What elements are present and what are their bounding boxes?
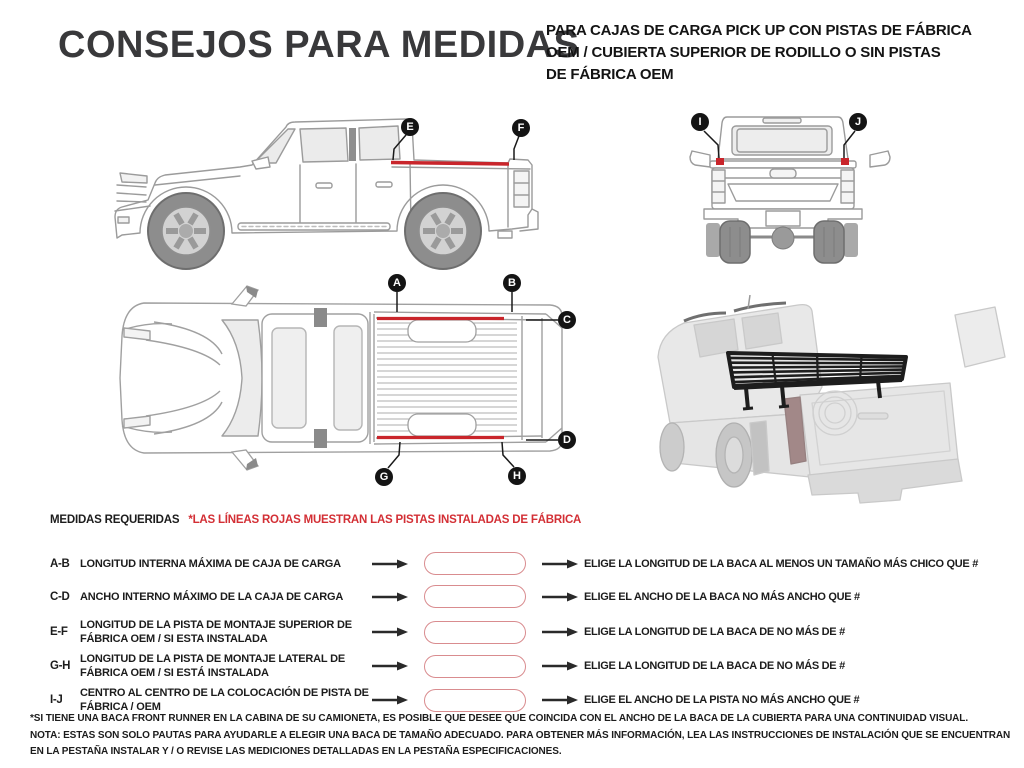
footnotes [30,711,1024,761]
page-subtitle [546,20,986,86]
measurement-rows [50,552,1010,720]
marker-d: D [558,431,576,449]
oem-track-red-line-side [391,163,509,165]
footnote-line: EN LA PESTAÑA INSTALAR Y / O REVISE LAS MEDICIONES DETALLADAS EN LA PESTAÑA ESPECIFICACIONES. [30,746,562,757]
row-description: ANCHO INTERNO MÁXIMO DE LA CAJA DE CARGA [80,590,344,603]
rear-undercarriage [706,221,858,263]
subtitle-line: PARA CAJAS DE CARGA PICK UP CON PISTAS DE FÁBRICA [546,22,972,39]
legend-red-note: *LAS LÍNEAS ROJAS MUESTRAN LAS PISTAS INSTALADAS DE FÁBRICA [188,514,582,526]
measurement-input-box [424,655,526,678]
oem-track-red-mark-right [841,158,849,165]
measurement-row-ef [50,618,1010,646]
row-pair-label: G-H [50,660,71,672]
measurement-row-ab [50,552,1010,575]
measurement-input-box [424,621,526,644]
rear-wheel [405,193,481,269]
arrow-right-icon [372,592,408,602]
marker-a: A [388,274,406,292]
measurement-input-box [424,689,526,712]
measurement-input-box [424,552,526,575]
marker-b: B [503,274,521,292]
arrow-right-icon [542,661,578,671]
wheel-arch-cutout-top [408,320,476,342]
arrow-right-icon [542,695,578,705]
row-instruction: ELIGE LA LONGITUD DE LA BACA DE NO MÁS DE # [584,626,845,638]
row-pair-label: A-B [50,557,70,570]
row-pair-label: I-J [50,694,63,706]
side-view-truck-drawing [100,105,550,270]
arrow-right-icon [372,661,408,671]
bed-rack-3d-figure [650,295,1020,510]
marker-j: J [849,113,867,131]
arrow-right-icon [372,559,408,569]
wheel-arch-cutout-bottom [408,414,476,436]
row-instruction: ELIGE EL ANCHO DE LA PISTA NO MÁS ANCHO QUE # [584,694,860,706]
marker-c: C [558,311,576,329]
marker-e: E [401,118,419,136]
row-pair-label: C-D [50,590,70,603]
marker-f: F [512,119,530,137]
row-description: LONGITUD DE LA PISTA DE MONTAJE LATERAL DE FÁBRICA OEM / SI ESTÁ INSTALADA [80,653,345,679]
row-description: LONGITUD INTERNA MÁXIMA DE CAJA DE CARGA [80,557,341,570]
b-pillar-band [314,429,327,448]
subtitle-line: DE FÁBRICA OEM [546,66,674,83]
measurement-row-ij [50,686,1010,714]
row-instruction: ELIGE LA LONGITUD DE LA BACA DE NO MÁS DE # [584,660,845,672]
ghost-truck [658,295,1005,503]
row-description: CENTRO AL CENTRO DE LA COLOCACIÓN DE PISTA DE FÁBRICA / OEM [80,687,369,713]
arrow-right-icon [542,559,578,569]
oem-track-red-mark-left [716,158,724,165]
measurement-row-gh [50,652,1010,680]
marker-h: H [508,467,526,485]
front-wheel [148,193,224,269]
arrow-right-icon [372,695,408,705]
footnote-line: NOTA: ESTAS SON SOLO PAUTAS PARA AYUDARLE A ELEGIR UNA BACA DE TAMAÑO ADECUADO. PARA OBTENER MÁS INFORMACIÓN, LEA LAS INSTRUCCIONES DE INSTALACIÓN QUE SE ENCUENTRAN [30,729,1011,741]
marker-g: G [375,468,393,486]
measurement-input-box [424,585,526,608]
bed-rack-3d-drawing [650,295,1020,510]
marker-i: I [691,113,709,131]
page-title: CONSEJOS PARA MEDIDAS [58,24,580,66]
row-description: LONGITUD DE LA PISTA DE MONTAJE SUPERIOR DE FÁBRICA OEM / SI ESTA INSTALADA [80,619,352,645]
row-instruction: ELIGE EL ANCHO DE LA BACA NO MÁS ANCHO QUE # [584,590,860,603]
side-view-truck-figure [100,105,550,270]
row-instruction: ELIGE LA LONGITUD DE LA BACA AL MENOS UN TAMAÑO MÁS CHICO QUE # [584,557,979,570]
top-view-truck-figure [110,270,590,505]
arrow-right-icon [372,627,408,637]
measurement-row-cd [50,585,1010,608]
arrow-right-icon [542,627,578,637]
arrow-right-icon [542,592,578,602]
legend-label: MEDIDAS REQUERIDAS [50,514,180,526]
b-pillar-band [314,308,327,327]
row-pair-label: E-F [50,626,68,638]
rear-view-truck-drawing [670,105,910,270]
legend [50,514,581,526]
subtitle-line: OEM / CUBIERTA SUPERIOR DE RODILLO O SIN PISTAS [546,44,941,61]
rear-view-truck-figure [670,105,910,270]
footnote-line: *SI TIENE UNA BACA FRONT RUNNER EN LA CABINA DE SU CAMIONETA, ES POSIBLE QUE DESEE QUE COINCIDA CON EL ANCHO DE LA BACA DE LA CUBIERTA PARA UNA CONTINUIDAD VISUAL. [30,713,968,724]
